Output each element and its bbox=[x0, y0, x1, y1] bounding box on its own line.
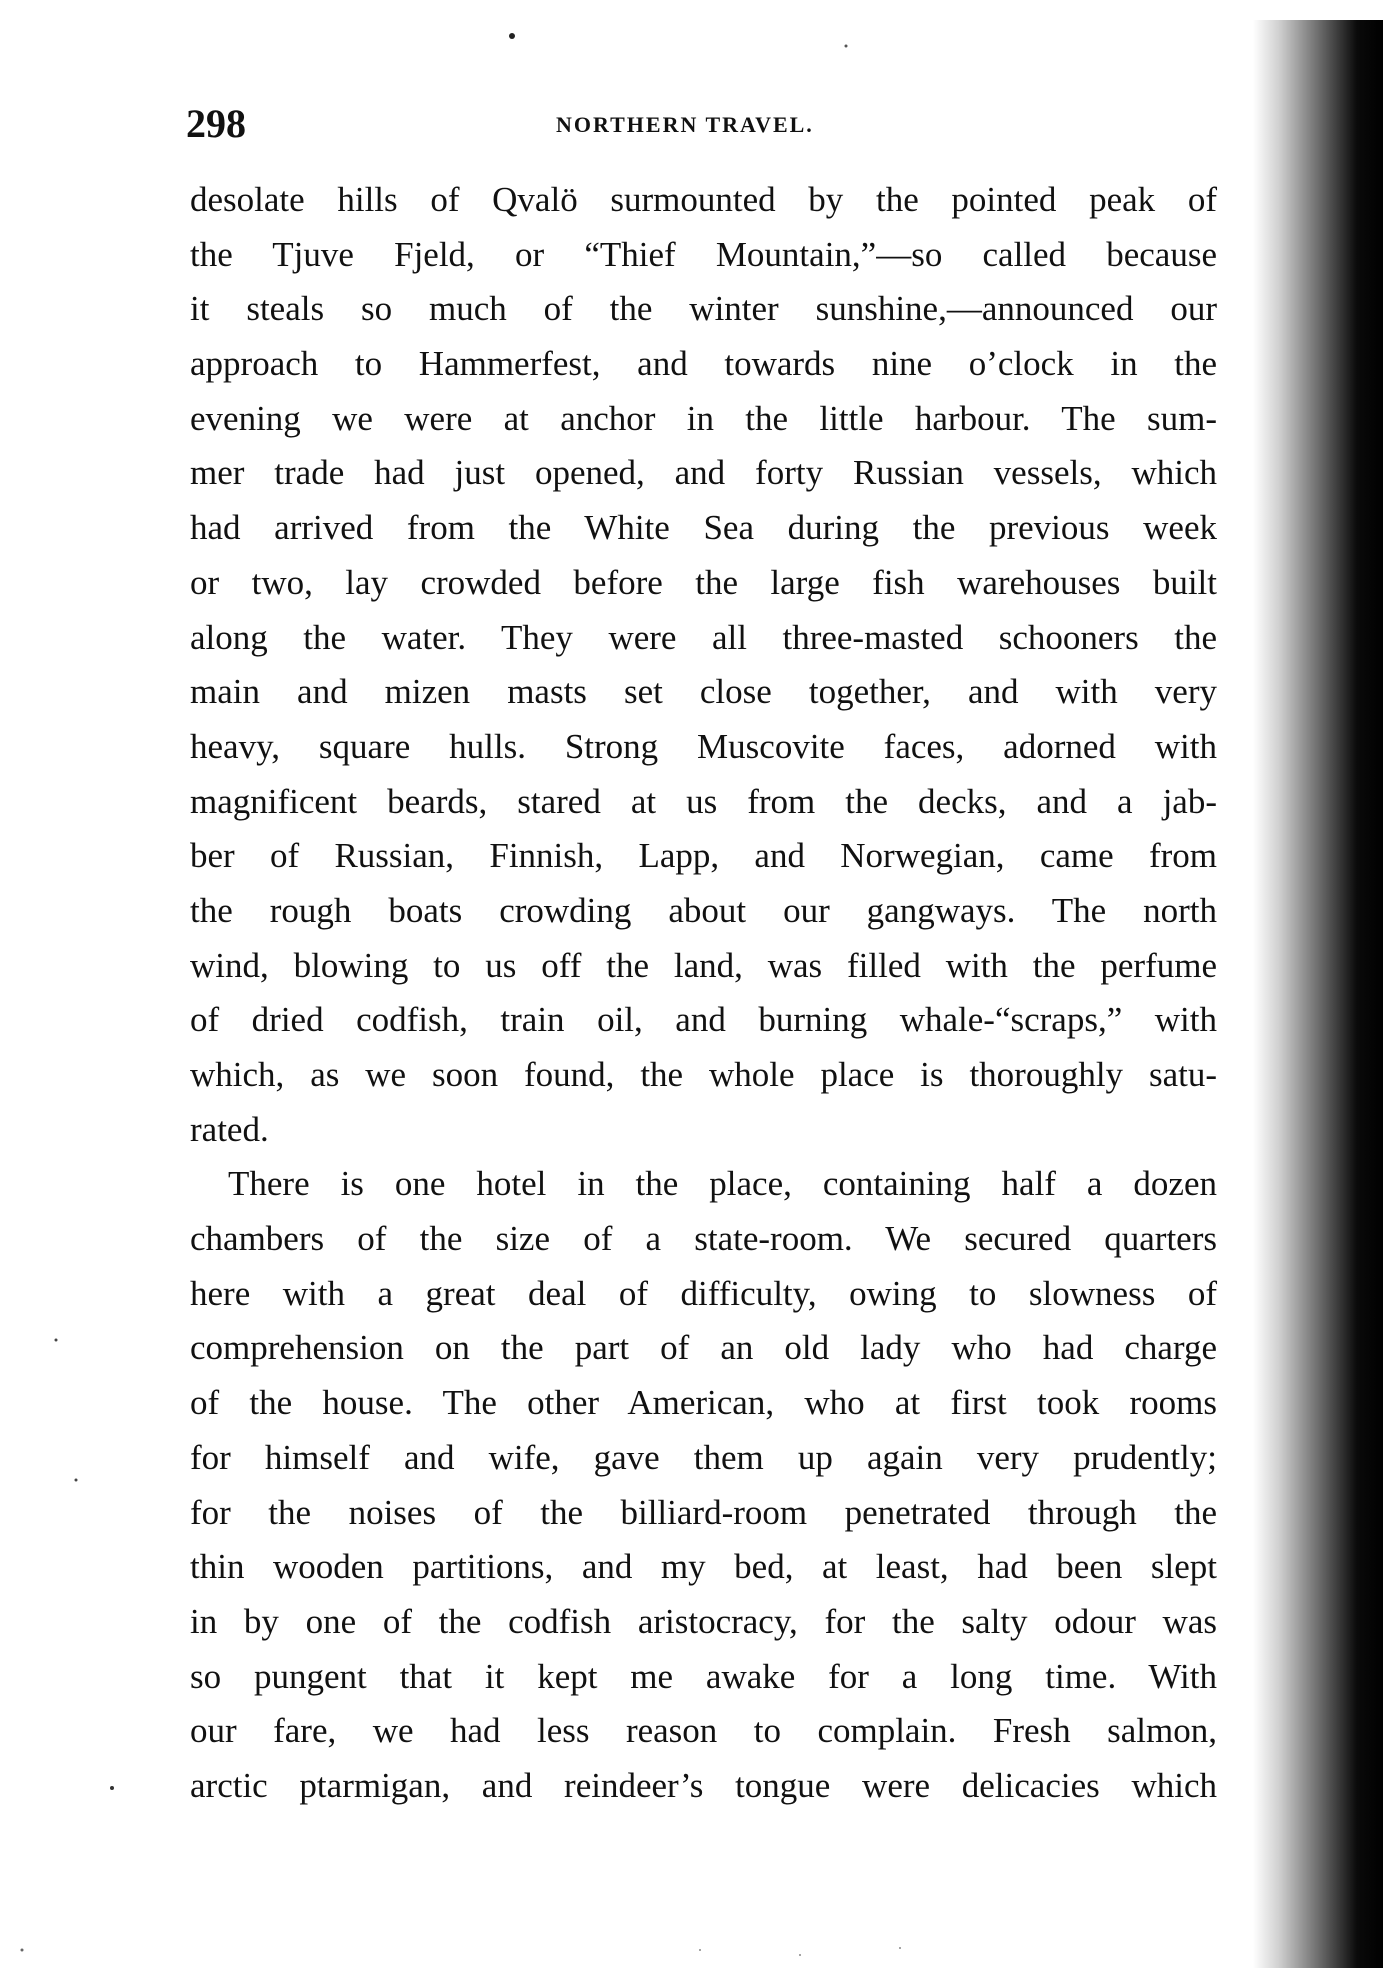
text-line: main and mizen masts set close together, and with very bbox=[190, 672, 1217, 712]
text-line: here with a great deal of difficulty, owing to slowness of bbox=[190, 1273, 1217, 1313]
text-line: evening we were at anchor in the little harbour. The sum- bbox=[190, 398, 1217, 438]
binding-shadow bbox=[1253, 20, 1383, 1968]
text-line: so pungent that it kept me awake for a long time. With bbox=[190, 1656, 1217, 1696]
text-line: ber of Russian, Finnish, Lapp, and Norwegian, came from bbox=[190, 836, 1217, 876]
text-line: which, as we soon found, the whole place is thoroughly satu- bbox=[190, 1055, 1217, 1094]
text-line: or two, lay crowded before the large fish warehouses built bbox=[190, 562, 1217, 602]
text-line: chambers of the size of a state-room. We secured quarters bbox=[190, 1219, 1217, 1259]
text-line: had arrived from the White Sea during the previous week bbox=[190, 508, 1217, 548]
text-line: thin wooden partitions, and my bed, at least, had been slept bbox=[190, 1547, 1217, 1587]
text-line: of dried codfish, train oil, and burning whale-“scraps,” with bbox=[190, 1000, 1217, 1040]
text-line: desolate hills of Qvalö surmounted by the pointed peak of bbox=[190, 180, 1217, 219]
text-line: for the noises of the billiard-room penetrated through the bbox=[190, 1492, 1217, 1532]
text-line: comprehension on the part of an old lady who had charge bbox=[190, 1328, 1217, 1368]
running-title: NORTHERN TRAVEL. bbox=[556, 112, 814, 137]
text-line: along the water. They were all three-masted schooners the bbox=[190, 617, 1217, 657]
text-line: in by one of the codfish aristocracy, for the salty odour was bbox=[190, 1601, 1217, 1641]
text-line: the Tjuve Fjeld, or “Thief Mountain,”—so called because bbox=[190, 234, 1217, 274]
text-line: arctic ptarmigan, and reindeer’s tongue were delicacies which bbox=[190, 1765, 1217, 1805]
body-text bbox=[190, 173, 1217, 1814]
text-line: the rough boats crowding about our gangways. The north bbox=[190, 890, 1217, 930]
text-line: our fare, we had less reason to complain. Fresh salmon, bbox=[190, 1711, 1217, 1751]
text-line: for himself and wife, gave them up again very prudently; bbox=[190, 1437, 1217, 1477]
text-line: wind, blowing to us off the land, was filled with the perfume bbox=[190, 945, 1217, 985]
text-line: rated. bbox=[190, 1109, 269, 1149]
text-line: of the house. The other American, who at first took rooms bbox=[190, 1383, 1217, 1423]
text-line: magnificent beards, stared at us from the decks, and a jab- bbox=[190, 781, 1217, 821]
text-line: it steals so much of the winter sunshine,—announced our bbox=[190, 289, 1217, 329]
text-line: approach to Hammerfest, and towards nine o’clock in the bbox=[190, 344, 1217, 384]
text-line: mer trade had just opened, and forty Russian vessels, which bbox=[190, 453, 1217, 493]
text-line: There is one hotel in the place, containing half a dozen bbox=[228, 1164, 1217, 1204]
page-header bbox=[186, 100, 1216, 150]
page-number: 298 bbox=[186, 101, 246, 146]
text-line: heavy, square hulls. Strong Muscovite faces, adorned with bbox=[190, 726, 1217, 766]
